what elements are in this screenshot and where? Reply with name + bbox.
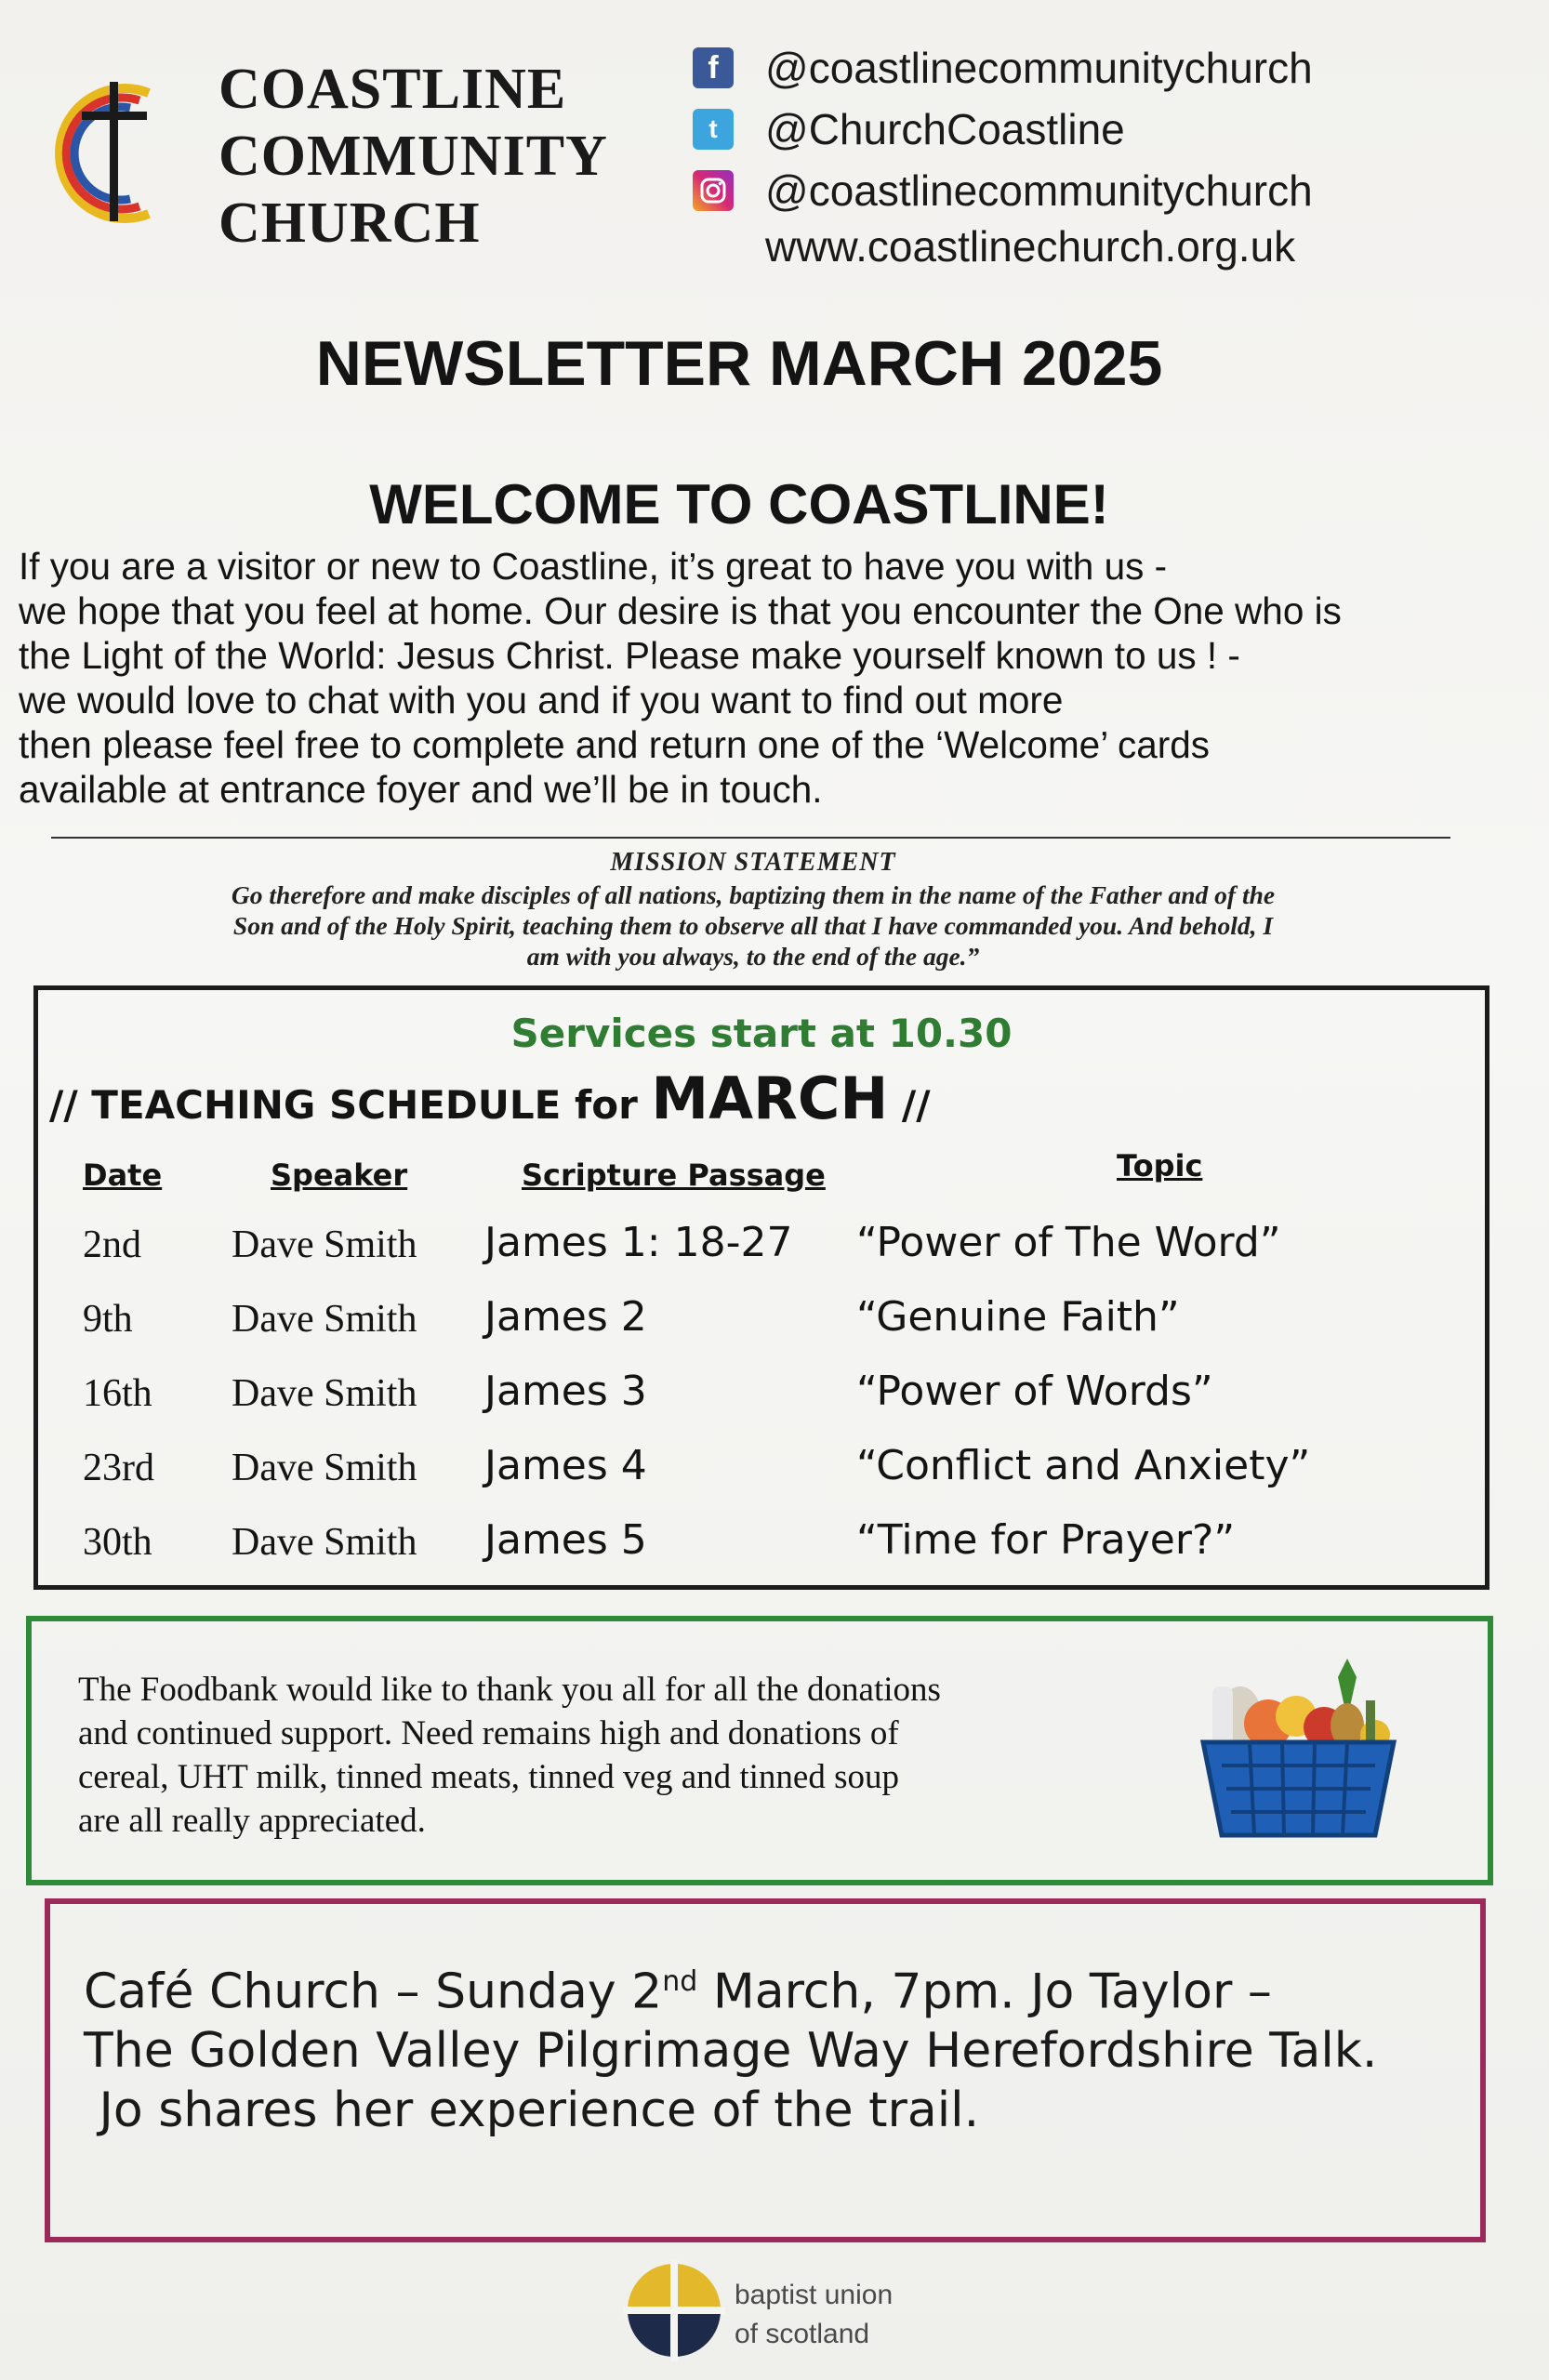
row-topic: “Power of The Word” — [856, 1219, 1281, 1266]
foodbank-line: The Foodbank would like to thank you all for all the donations — [78, 1671, 941, 1709]
cafe-line-1-superscript: nd — [662, 1965, 698, 1998]
table-row — [38, 1213, 1485, 1286]
baptist-union-name — [735, 2276, 893, 2354]
column-header-speaker: Speaker — [271, 1157, 408, 1193]
twitter-handle[interactable]: @ChurchCoastline — [765, 105, 1125, 153]
foodbank-line: cereal, UHT milk, tinned meats, tinned veg and tinned soup — [78, 1758, 899, 1796]
row-passage: James 1: 18-27 — [484, 1219, 793, 1266]
divider — [51, 837, 1450, 839]
row-date: 9th — [83, 1298, 133, 1341]
baptist-union-cross-logo — [623, 2259, 725, 2361]
row-speaker: Dave Smith — [232, 1447, 417, 1489]
twitter-icon: t — [693, 109, 734, 150]
instagram-icon — [693, 170, 734, 211]
cafe-line-1-end: March, 7pm. Jo Taylor – — [697, 1964, 1272, 2020]
welcome-text — [19, 544, 1478, 812]
instagram-handle[interactable]: @coastlinecommunitychurch — [765, 166, 1313, 215]
church-name-line-2: COMMUNITY — [218, 125, 608, 188]
cafe-church-notice — [45, 1898, 1486, 2242]
row-date: 2nd — [83, 1223, 141, 1266]
teaching-schedule-heading — [49, 1064, 931, 1132]
mission-statement — [46, 848, 1460, 972]
twitter-row[interactable] — [693, 99, 1313, 160]
facebook-row[interactable] — [693, 37, 1313, 99]
church-name — [218, 56, 608, 257]
cafe-church-text — [84, 1952, 1377, 2140]
baptist-union-line-1: baptist union — [735, 2280, 894, 2310]
cafe-line-3: Jo shares her experience of the trail. — [84, 2082, 980, 2139]
welcome-line: If you are a visitor or new to Coastline, it’s great to have you with us - — [19, 545, 1168, 588]
mission-line: Son and of the Holy Spirit, teaching them to observe all that I have commanded you. And behold, I — [232, 911, 1274, 940]
column-header-date: Date — [83, 1157, 163, 1193]
row-date: 16th — [83, 1372, 152, 1415]
table-row — [38, 1362, 1485, 1435]
heading-prefix: // TEACHING SCHEDULE for — [49, 1082, 638, 1128]
shopping-basket-image — [1185, 1649, 1408, 1854]
welcome-title: WELCOME TO COASTLINE! — [369, 473, 1109, 536]
mission-line: Go therefore and make disciples of all nations, baptizing them in the name of the Father and of the — [231, 880, 1276, 909]
facebook-icon: f — [693, 47, 734, 88]
foodbank-notice — [26, 1616, 1493, 1885]
facebook-handle[interactable]: @coastlinecommunitychurch — [765, 44, 1313, 92]
row-topic: “Time for Prayer?” — [856, 1516, 1236, 1564]
row-passage: James 5 — [484, 1516, 647, 1564]
row-speaker: Dave Smith — [232, 1372, 417, 1415]
heading-suffix: // — [901, 1082, 931, 1128]
row-topic: “Genuine Faith” — [856, 1293, 1180, 1341]
instagram-row[interactable] — [693, 160, 1313, 221]
services-start-time: Services start at 10.30 — [510, 1011, 1013, 1056]
teaching-schedule-box — [33, 985, 1489, 1590]
row-speaker: Dave Smith — [232, 1223, 417, 1266]
cafe-line-1-start: Café Church – Sunday 2 — [84, 1964, 663, 2020]
welcome-line: the Light of the World: Jesus Christ. Please make yourself known to us ! - — [19, 634, 1240, 677]
cafe-line-2: The Golden Valley Pilgrimage Way Herefordshire Talk. — [84, 2023, 1378, 2080]
welcome-line: we hope that you feel at home. Our desire is that you encounter the One who is — [19, 589, 1342, 632]
welcome-line: we would love to chat with you and if you want to find out more — [19, 679, 1064, 721]
church-name-line-1: COASTLINE — [218, 58, 567, 121]
row-topic: “Power of Words” — [856, 1368, 1213, 1415]
column-header-passage: Scripture Passage — [522, 1157, 826, 1193]
row-date: 23rd — [83, 1447, 154, 1489]
row-passage: James 2 — [484, 1293, 647, 1341]
baptist-union-line-2: of scotland — [735, 2319, 870, 2349]
welcome-line: then please feel free to complete and return one of the ‘Welcome’ cards — [19, 723, 1210, 766]
foodbank-text — [78, 1668, 1138, 1843]
welcome-line: available at entrance foyer and we’ll be in touch. — [19, 768, 823, 811]
row-passage: James 3 — [484, 1368, 647, 1415]
mission-line: am with you always, to the end of the age.” — [526, 942, 980, 971]
table-row — [38, 1288, 1485, 1360]
foodbank-line: and continued support. Need remains high and donations of — [78, 1714, 899, 1752]
row-date: 30th — [83, 1521, 152, 1564]
church-cross-logo — [37, 74, 186, 232]
row-passage: James 4 — [484, 1442, 647, 1489]
cafe-line-1 — [84, 1952, 1377, 2021]
row-topic: “Conflict and Anxiety” — [856, 1442, 1311, 1489]
website-link[interactable]: www.coastlinechurch.org.uk — [765, 222, 1296, 271]
foodbank-line: are all really appreciated. — [78, 1802, 426, 1840]
mission-title: MISSION STATEMENT — [610, 848, 896, 877]
church-name-line-3: CHURCH — [218, 192, 481, 255]
row-speaker: Dave Smith — [232, 1521, 417, 1564]
column-header-topic: Topic — [1117, 1148, 1203, 1183]
row-speaker: Dave Smith — [232, 1298, 417, 1341]
newsletter-title: NEWSLETTER MARCH 2025 — [315, 328, 1163, 399]
table-row — [38, 1436, 1485, 1509]
table-row — [38, 1511, 1485, 1583]
heading-month: MARCH — [651, 1064, 889, 1132]
social-links — [693, 37, 1313, 271]
